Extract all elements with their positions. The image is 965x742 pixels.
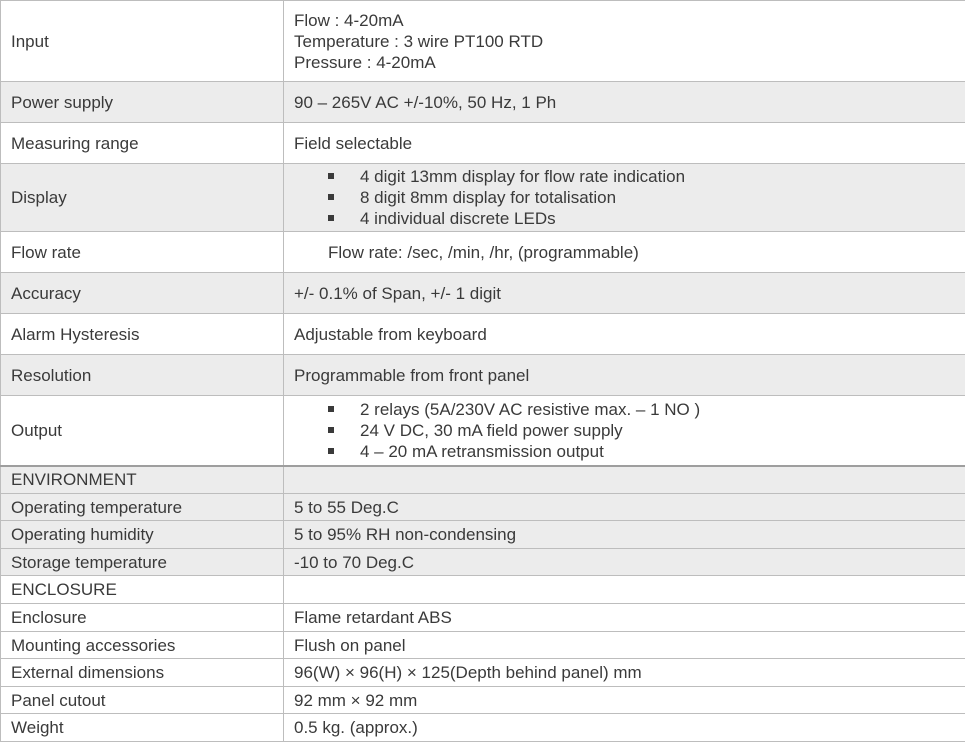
row-value: Adjustable from keyboard (284, 314, 965, 355)
row-label: Enclosure (1, 604, 284, 632)
row-value: Flush on panel (284, 632, 965, 659)
table-row-alarm-hysteresis (1, 314, 965, 355)
bullet-item: 24 V DC, 30 mA field power supply (328, 420, 955, 441)
row-value: Flame retardant ABS (284, 604, 965, 632)
bullet-item: 4 individual discrete LEDs (328, 208, 955, 229)
row-label: External dimensions (1, 659, 284, 687)
table-row-external-dimensions (1, 659, 965, 687)
row-value: 5 to 95% RH non-condensing (284, 521, 965, 549)
table-row-resolution (1, 355, 965, 396)
table-row-output (1, 396, 965, 466)
bullet-item: 4 digit 13mm display for flow rate indication (328, 166, 955, 187)
table-row-measuring-range (1, 123, 965, 164)
value-line: Pressure : 4-20mA (294, 52, 955, 73)
table-row-weight (1, 714, 965, 742)
row-value: 96(W) × 96(H) × 125(Depth behind panel) mm (284, 659, 965, 687)
table-row-storage-temperature (1, 549, 965, 576)
row-label: Panel cutout (1, 687, 284, 714)
row-value (284, 466, 965, 494)
row-label: Resolution (1, 355, 284, 396)
row-value: 0.5 kg. (approx.) (284, 714, 965, 742)
bullet-item: 2 relays (5A/230V AC resistive max. – 1 NO ) (328, 399, 955, 420)
row-label: Power supply (1, 82, 284, 123)
row-label: Operating temperature (1, 494, 284, 521)
row-value (284, 164, 965, 232)
row-label: Alarm Hysteresis (1, 314, 284, 355)
row-label: Output (1, 396, 284, 466)
row-value: 92 mm × 92 mm (284, 687, 965, 714)
section-header-enclosure (1, 576, 965, 604)
row-label: Display (1, 164, 284, 232)
value-line: Flow : 4-20mA (294, 10, 955, 31)
row-label: Storage temperature (1, 549, 284, 576)
bullet-item: 4 – 20 mA retransmission output (328, 441, 955, 462)
row-value: 5 to 55 Deg.C (284, 494, 965, 521)
table-row-power-supply (1, 82, 965, 123)
row-label: Mounting accessories (1, 632, 284, 659)
table-row-operating-humidity (1, 521, 965, 549)
row-label: Input (1, 1, 284, 82)
table-row-flow-rate (1, 232, 965, 273)
row-label: Weight (1, 714, 284, 742)
row-label: Accuracy (1, 273, 284, 314)
table-row-accuracy (1, 273, 965, 314)
table-row-display (1, 164, 965, 232)
section-header-environment (1, 466, 965, 494)
section-title: ENVIRONMENT (1, 466, 284, 494)
table-row-mounting-accessories (1, 632, 965, 659)
bullet-list (294, 166, 955, 229)
row-value: -10 to 70 Deg.C (284, 549, 965, 576)
row-value: Programmable from front panel (284, 355, 965, 396)
row-label: Operating humidity (1, 521, 284, 549)
row-value: Flow rate: /sec, /min, /hr, (programmable) (284, 232, 965, 273)
bullet-list (294, 399, 955, 462)
row-value: +/- 0.1% of Span, +/- 1 digit (284, 273, 965, 314)
row-value: 90 – 265V AC +/-10%, 50 Hz, 1 Ph (284, 82, 965, 123)
table-row-enclosure (1, 604, 965, 632)
row-value (284, 396, 965, 466)
value-line: Temperature : 3 wire PT100 RTD (294, 31, 955, 52)
row-label: Measuring range (1, 123, 284, 164)
table-row-operating-temperature (1, 494, 965, 521)
section-title: ENCLOSURE (1, 576, 284, 604)
row-label: Flow rate (1, 232, 284, 273)
row-value: Field selectable (284, 123, 965, 164)
table-row-input (1, 1, 965, 82)
table-row-panel-cutout (1, 687, 965, 714)
row-value (284, 1, 965, 82)
row-value (284, 576, 965, 604)
bullet-item: 8 digit 8mm display for totalisation (328, 187, 955, 208)
